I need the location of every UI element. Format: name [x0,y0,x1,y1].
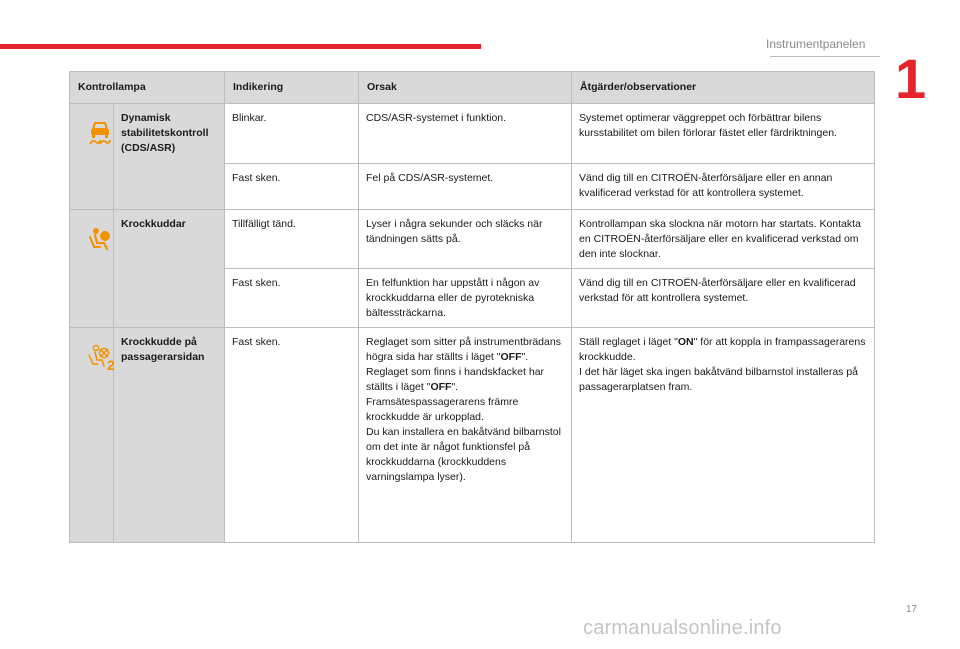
cause-cell: Fel på CDS/ASR-systemet. [359,164,572,210]
chapter-number: 1 [895,47,927,110]
cause-cell [359,328,572,543]
table-row [70,328,875,543]
cause-cell: Lyser i några sekunder och släcks när tändningen sätts på. [359,210,572,269]
svg-text:2: 2 [107,357,115,371]
cause-cell: CDS/ASR-systemet i funktion. [359,104,572,164]
indication-cell: Tillfälligt tänd. [225,210,359,269]
watermark: carmanualsonline.info [583,617,782,639]
table-row [70,210,875,269]
lamp-name: Dynamisk stabilitetskontroll (CDS/ASR) [114,104,225,210]
header-lamp: Kontrollampa [70,72,225,104]
indication-cell: Fast sken. [225,269,359,328]
lamp-icon-cell [70,104,114,210]
cause-line: Framsätespassagerarens främre krockkudde är urkopplad. [366,396,519,423]
lamp-icon-cell [70,210,114,328]
cause-line: Du kan installera en bakåtvänd bilbarnstol om det inte är något funktionsfel på krockkuddarna (krockkuddens varningslampa lyser). [366,426,561,483]
indication-cell: Fast sken. [225,328,359,543]
indication-cell: Fast sken. [225,164,359,210]
warning-lamp-table [69,71,875,543]
action-cell: Vänd dig till en CITROËN-återförsäljare eller en annan kvalificerad verkstad för att kontrollera systemet. [572,164,875,210]
page-number: 17 [906,604,918,615]
action-cell: Kontrollampan ska slockna när motorn har startats. Kontakta en CITROËN-återförsäljare eller en kvalificerad verkstad om den inte slocknar. [572,210,875,269]
airbag-icon [87,225,113,251]
cause-line: Reglaget som sitter på instrumentbrädans högra sida har ställts i läget "OFF". [366,336,561,363]
cause-line: Reglaget som finns i handskfacket har ställts i läget "OFF". [366,366,545,393]
action-line: Ställ reglaget i läget "ON" för att koppla in frampassagerarens krockkudde. [579,336,866,363]
action-line: I det här läget ska ingen bakåtvänd bilbarnstol installeras på passagerarplatsen fram. [579,366,859,393]
indication-cell: Blinkar. [225,104,359,164]
lamp-icon-cell [70,328,114,543]
header-indication: Indikering [225,72,359,104]
stability-control-icon [87,119,113,145]
lamp-name: Krockkudde på passagerarsidan [114,328,225,543]
action-cell: Systemet optimerar väggreppet och förbättrar bilens kursstabilitet om bilen förlorar fästet eller färdriktningen. [572,104,875,164]
table-header-row [70,72,875,104]
red-accent-bar [0,44,481,49]
table-row [70,104,875,164]
lamp-name: Krockkuddar [114,210,225,328]
header-cause: Orsak [359,72,572,104]
section-title: Instrumentpanelen [766,37,866,51]
cause-cell: En felfunktion har uppstått i någon av krockkuddarna eller de pyrotekniska bältessträckarna. [359,269,572,328]
header-actions: Åtgärder/observationer [572,72,875,104]
action-cell [572,328,875,543]
passenger-airbag-off-icon [87,343,115,371]
header-divider [770,56,880,57]
action-cell: Vänd dig till en CITROËN-återförsäljare eller en kvalificerad verkstad för att kontrollera systemet. [572,269,875,328]
